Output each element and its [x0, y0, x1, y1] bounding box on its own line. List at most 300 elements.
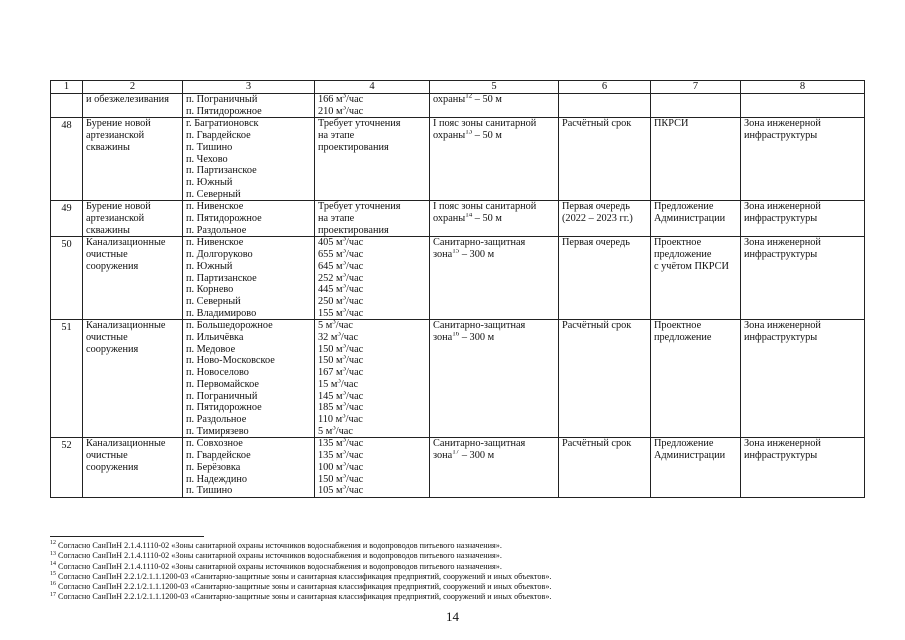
capacity-line-text: 167 м — [318, 367, 343, 379]
capacity-line-text: 105 м — [318, 485, 343, 497]
location-line: п. Гвардейское — [186, 450, 251, 462]
capacity-line — [318, 308, 426, 320]
zone-line-superscript: 14 — [465, 213, 473, 219]
location-line: п. Долгоруково — [186, 249, 253, 261]
capacity-line-text: 655 м — [318, 249, 343, 261]
capacity-line-text: проектирования — [318, 224, 389, 236]
term-line: Первая очередь — [562, 237, 630, 249]
capacity-line-text: 185 м — [318, 402, 343, 414]
capacity-line — [318, 379, 426, 391]
capacity-line-superscript: 3 — [342, 402, 347, 408]
table-body — [51, 94, 865, 498]
capacity-line-suffix: /час — [346, 343, 364, 355]
capacity-line-superscript: 3 — [342, 295, 347, 302]
capacity-line — [318, 142, 426, 154]
capacity-line — [318, 296, 426, 308]
zone-line-suffix: – 50 м — [472, 130, 502, 142]
implementation-term-cell — [559, 201, 651, 237]
location-line: п. Партизанское — [186, 272, 257, 284]
location-line: п. Нивенское — [186, 201, 244, 213]
location-line: п. Нивенское — [186, 237, 244, 249]
location-line: п. Чехово — [186, 153, 228, 165]
zone-line-suffix: – 300 м — [459, 450, 495, 462]
location-line: п. Корнево — [186, 284, 234, 296]
table-row — [51, 94, 865, 118]
object-name-cell — [83, 201, 183, 237]
object-name-line: очистные — [86, 249, 128, 261]
zone-line — [433, 438, 555, 450]
footnote-text: Согласно СанПиН 2.2.1/2.1.1.1200-03 «Санитарно-защитные зоны и санитарная классификация предприятий, сооружений и иных объектов». — [58, 571, 552, 581]
zone-line — [433, 450, 555, 462]
object-name-line: очистные — [86, 332, 128, 344]
capacity-line-superscript: 3 — [342, 260, 347, 267]
object-name-cell — [83, 94, 183, 118]
table-row — [51, 118, 865, 201]
row-number: 52 — [61, 440, 72, 452]
capacity-line — [318, 320, 426, 332]
capacity-line-text: 5 м — [318, 320, 333, 332]
capacity-line-text: проектирования — [318, 141, 389, 153]
capacity-line-text: 645 м — [318, 260, 343, 272]
capacity-line-superscript: 3 — [342, 450, 347, 456]
zone-line — [433, 130, 555, 142]
row-number-cell — [51, 438, 83, 498]
column-header: 6 — [559, 81, 651, 94]
zone-type-line: Зона инженерной — [744, 237, 821, 249]
basis-line: Администрации — [654, 213, 726, 225]
capacity-line — [318, 118, 426, 130]
footnote — [50, 551, 870, 561]
zone-line — [433, 118, 555, 130]
footnote-mark: 16 — [50, 581, 56, 588]
zone-line-text: зона — [433, 450, 453, 462]
capacity-line — [318, 462, 426, 474]
protection-zone-cell — [430, 438, 559, 498]
page-number: 14 — [446, 609, 459, 624]
zone-line-text: охраны — [433, 130, 466, 142]
footnote-mark: 14 — [50, 560, 56, 567]
location-line: п. Южный — [186, 260, 233, 272]
zone-type-cell — [741, 320, 865, 438]
capacity-line-superscript: 3 — [342, 94, 347, 100]
facilities-table — [50, 80, 865, 498]
footnote — [50, 572, 870, 582]
capacity-line-text: 135 м — [318, 438, 343, 450]
capacity-line-superscript: 3 — [342, 272, 347, 279]
object-name-cell — [83, 118, 183, 201]
object-name-line: очистные — [86, 450, 128, 462]
capacity-cell — [315, 438, 430, 498]
capacity-line-text: 15 м — [318, 378, 338, 390]
capacity-line-text: 32 м — [318, 332, 338, 344]
footnote-mark: 13 — [50, 550, 56, 557]
location-line: п. Южный — [186, 176, 233, 188]
capacity-line-text: 405 м — [318, 237, 343, 249]
capacity-line-suffix: /час — [346, 485, 364, 497]
object-name-line: Канализационные — [86, 237, 166, 249]
column-header: 5 — [430, 81, 559, 94]
location-line: п. Северный — [186, 295, 241, 307]
capacity-line-text: Требует уточнения — [318, 201, 401, 213]
row-number-cell — [51, 118, 83, 201]
capacity-line-text: 5 м — [318, 425, 333, 437]
zone-line-text: зона — [433, 332, 453, 344]
capacity-line-suffix: /час — [345, 413, 363, 425]
zone-type-cell — [741, 94, 865, 118]
capacity-line-text: 250 м — [318, 295, 343, 307]
zone-line-text: охраны — [433, 94, 466, 105]
zone-line-superscript: 13 — [465, 130, 473, 136]
object-name-line: Канализационные — [86, 320, 166, 332]
capacity-line — [318, 474, 426, 486]
location-line: п. Ново-Московское — [186, 355, 275, 367]
capacity-line — [318, 261, 426, 273]
term-line: Расчётный срок — [562, 320, 632, 332]
capacity-cell — [315, 118, 430, 201]
capacity-line-suffix: /час — [346, 272, 364, 284]
row-number-cell — [51, 94, 83, 118]
capacity-line-superscript: 3 — [337, 332, 341, 338]
zone-type-line: Зона инженерной — [744, 320, 821, 332]
protection-zone-cell — [430, 237, 559, 320]
protection-zone-cell — [430, 201, 559, 237]
capacity-line-text: 445 м — [318, 284, 343, 296]
column-header: 7 — [651, 81, 741, 94]
zone-line-superscript: 17 — [452, 450, 460, 456]
capacity-line-superscript: 3 — [332, 425, 336, 432]
footnote — [50, 541, 870, 551]
basis-line: предложение — [654, 249, 712, 261]
column-header: 1 — [51, 81, 83, 94]
capacity-line — [318, 106, 426, 118]
capacity-line — [318, 94, 426, 106]
capacity-line-text: 252 м — [318, 272, 343, 284]
basis-line: с учётом ПКРСИ — [654, 260, 729, 272]
capacity-line-superscript: 3 — [342, 461, 347, 468]
footnote-mark: 12 — [50, 540, 56, 547]
capacity-line-suffix: /час — [340, 332, 359, 344]
footnote — [50, 562, 870, 572]
implementation-term-cell — [559, 438, 651, 498]
row-number-cell — [51, 201, 83, 237]
object-name-line: Бурение новой — [86, 118, 151, 130]
basis-line: Предложение — [654, 201, 714, 213]
location-cell — [183, 201, 315, 237]
location-line: п. Ильичёвка — [186, 332, 244, 344]
zone-type-cell — [741, 237, 865, 320]
capacity-line-suffix: /час — [346, 295, 364, 307]
capacity-line-suffix: /час — [346, 390, 364, 402]
object-name-line: скважины — [86, 141, 130, 153]
zone-line-suffix: – 50 м — [472, 94, 502, 105]
location-line: п. Тимирязево — [186, 425, 249, 437]
zone-line-text: Санитарно-защитная — [433, 320, 526, 332]
capacity-line-superscript: 3 — [342, 413, 346, 420]
zone-line-text: Санитарно-защитная — [433, 237, 526, 249]
location-line: п. Надеждино — [186, 473, 247, 485]
zone-line-suffix: – 300 м — [459, 332, 495, 344]
capacity-line-superscript: 3 — [337, 378, 341, 385]
zone-line-text: охраны — [433, 213, 466, 225]
capacity-line-text: Требует уточнения — [318, 118, 401, 130]
location-line: п. Владимирово — [186, 307, 257, 319]
capacity-line — [318, 485, 426, 497]
location-line: п. Медовое — [186, 343, 236, 355]
table-row — [51, 237, 865, 320]
location-line: п. Пятидорожное — [186, 213, 262, 225]
row-number-cell — [51, 320, 83, 438]
capacity-line-text: на этапе — [318, 213, 355, 225]
capacity-line-text: 135 м — [318, 450, 343, 462]
location-line: п. Пограничный — [186, 94, 258, 105]
row-number: 49 — [61, 203, 72, 215]
zone-line — [433, 249, 555, 261]
capacity-line-text: на этапе — [318, 130, 355, 142]
capacity-line-suffix: /час — [346, 94, 364, 105]
capacity-line-text: 210 м — [318, 105, 343, 117]
capacity-line — [318, 391, 426, 403]
capacity-line — [318, 332, 426, 344]
capacity-cell — [315, 320, 430, 438]
capacity-line — [318, 225, 426, 237]
footnote — [50, 592, 870, 602]
capacity-line — [318, 414, 426, 426]
basis-cell — [651, 201, 741, 237]
location-line: п. Пятидорожное — [186, 402, 262, 414]
capacity-line — [318, 284, 426, 296]
capacity-line-superscript: 3 — [342, 473, 347, 480]
capacity-line — [318, 213, 426, 225]
capacity-line — [318, 249, 426, 261]
protection-zone-cell — [430, 94, 559, 118]
basis-cell — [651, 94, 741, 118]
footnote — [50, 582, 870, 592]
zone-type-line: инфраструктуры — [744, 130, 818, 142]
capacity-line-text: 155 м — [318, 307, 343, 319]
capacity-cell — [315, 237, 430, 320]
zone-line — [433, 94, 555, 106]
implementation-term-cell — [559, 320, 651, 438]
row-number-cell — [51, 237, 83, 320]
footnote-text: Согласно СанПиН 2.1.4.1110-02 «Зоны санитарной охраны источников водоснабжения и водопроводов питьевого назначения». — [58, 551, 502, 561]
object-name-line: артезианской — [86, 213, 145, 225]
zone-line-superscript: 15 — [452, 249, 460, 255]
zone-line — [433, 237, 555, 249]
object-name-cell — [83, 237, 183, 320]
capacity-line-suffix: /час — [346, 249, 364, 261]
basis-cell — [651, 320, 741, 438]
zone-line-superscript: 12 — [465, 94, 473, 100]
location-line: п. Партизанское — [186, 165, 257, 177]
object-name-line: сооружения — [86, 260, 139, 272]
capacity-line-suffix: /час — [346, 307, 364, 319]
column-header: 4 — [315, 81, 430, 94]
location-line: п. Большедорожное — [186, 320, 273, 332]
zone-line-text: I пояс зоны санитарной — [433, 118, 537, 130]
location-line: п. Первомайское — [186, 378, 259, 390]
zone-type-cell — [741, 118, 865, 201]
capacity-line-suffix: /час — [346, 473, 364, 485]
capacity-line-suffix: /час — [335, 425, 353, 437]
capacity-line-superscript: 3 — [342, 237, 347, 244]
capacity-cell — [315, 94, 430, 118]
row-number: 51 — [61, 322, 72, 334]
protection-zone-cell — [430, 320, 559, 438]
capacity-line — [318, 426, 426, 438]
location-line: п. Новоселово — [186, 367, 249, 379]
column-header: 8 — [741, 81, 865, 94]
basis-line: Администрации — [654, 450, 726, 462]
footnote-divider — [50, 536, 204, 537]
capacity-line-text: 150 м — [318, 343, 343, 355]
capacity-line-suffix: /час — [346, 260, 364, 272]
capacity-line — [318, 273, 426, 285]
capacity-line-suffix: /час — [346, 461, 364, 473]
document-sheet — [50, 80, 864, 498]
capacity-line-superscript: 3 — [332, 320, 336, 326]
capacity-line-text: 100 м — [318, 461, 343, 473]
capacity-line — [318, 130, 426, 142]
zone-type-line: инфраструктуры — [744, 249, 818, 261]
table-row — [51, 320, 865, 438]
capacity-line — [318, 367, 426, 379]
term-line: (2022 – 2023 гг.) — [562, 213, 633, 225]
zone-line-text: зона — [433, 249, 453, 261]
capacity-line-superscript: 3 — [342, 249, 347, 255]
capacity-line-superscript: 3 — [342, 355, 347, 362]
capacity-line-suffix: /час — [346, 284, 364, 296]
object-name-line: сооружения — [86, 461, 139, 473]
capacity-line-suffix: /час — [346, 402, 364, 414]
footnotes — [50, 541, 870, 603]
zone-line-superscript: 16 — [452, 332, 460, 338]
location-line: п. Пограничный — [186, 390, 258, 402]
footnote-text: Согласно СанПиН 2.2.1/2.1.1.1200-03 «Санитарно-защитные зоны и санитарная классификация предприятий, сооружений и иных объектов». — [58, 582, 552, 592]
object-name-cell — [83, 438, 183, 498]
location-cell — [183, 438, 315, 498]
footnote-text: Согласно СанПиН 2.2.1/2.1.1.1200-03 «Санитарно-защитные зоны и санитарная классификация предприятий, сооружений и иных объектов». — [58, 592, 552, 602]
capacity-line-superscript: 3 — [342, 367, 347, 373]
capacity-line-superscript: 3 — [342, 485, 347, 491]
capacity-line-suffix: /час — [340, 378, 359, 390]
object-name-line: сооружения — [86, 343, 139, 355]
row-number: 50 — [61, 239, 72, 251]
object-name-line: и обезжелезивания — [86, 94, 169, 105]
capacity-line-suffix: /час — [346, 367, 364, 379]
basis-cell — [651, 438, 741, 498]
capacity-line — [318, 237, 426, 249]
zone-line-text: Санитарно-защитная — [433, 438, 526, 450]
zone-type-line: Зона инженерной — [744, 118, 821, 130]
implementation-term-cell — [559, 118, 651, 201]
footnote-text: Согласно СанПиН 2.1.4.1110-02 «Зоны санитарной охраны источников водоснабжения и водопроводов питьевого назначения». — [58, 541, 502, 550]
location-line: п. Берёзовка — [186, 461, 241, 473]
capacity-line — [318, 438, 426, 450]
zone-type-cell — [741, 438, 865, 498]
location-line: п. Северный — [186, 188, 241, 200]
implementation-term-cell — [559, 237, 651, 320]
column-header: 3 — [183, 81, 315, 94]
capacity-line-superscript: 3 — [342, 105, 347, 112]
capacity-line-text: 145 м — [318, 390, 343, 402]
basis-line: Проектное — [654, 320, 702, 332]
basis-line: Предложение — [654, 438, 714, 450]
column-header: 2 — [83, 81, 183, 94]
location-line: п. Гвардейское — [186, 130, 251, 142]
location-line: п. Совхозное — [186, 438, 243, 450]
table-header-row — [51, 81, 865, 94]
capacity-line-superscript: 3 — [342, 438, 347, 444]
footnote-text: Согласно СанПиН 2.1.4.1110-02 «Зоны санитарной охраны источников водоснабжения и водопроводов питьевого назначения». — [58, 561, 502, 571]
capacity-line-superscript: 3 — [342, 307, 347, 314]
capacity-line-suffix: /час — [346, 450, 364, 462]
table-row — [51, 201, 865, 237]
zone-type-line: инфраструктуры — [744, 213, 818, 225]
row-number: 48 — [61, 120, 72, 132]
term-line: Расчётный срок — [562, 118, 632, 130]
zone-line — [433, 320, 555, 332]
location-line: п. Тишино — [186, 141, 233, 153]
basis-line: Проектное — [654, 237, 702, 249]
capacity-line-suffix: /час — [346, 355, 364, 367]
object-name-line: Бурение новой — [86, 201, 151, 213]
term-line: Первая очередь — [562, 201, 630, 213]
capacity-line-superscript: 3 — [342, 390, 347, 397]
protection-zone-cell — [430, 118, 559, 201]
basis-cell — [651, 237, 741, 320]
capacity-line-text: 110 м — [318, 413, 343, 425]
capacity-line-text: 150 м — [318, 473, 343, 485]
capacity-line-superscript: 3 — [342, 284, 347, 290]
capacity-line — [318, 201, 426, 213]
zone-line — [433, 213, 555, 225]
basis-line: ПКРСИ — [654, 118, 689, 130]
table-row — [51, 438, 865, 498]
capacity-line-superscript: 3 — [342, 343, 347, 350]
location-cell — [183, 237, 315, 320]
object-name-cell — [83, 320, 183, 438]
capacity-line — [318, 344, 426, 356]
zone-type-line: Зона инженерной — [744, 438, 821, 450]
basis-cell — [651, 118, 741, 201]
zone-line — [433, 332, 555, 344]
capacity-line-suffix: /час — [335, 320, 353, 332]
zone-type-cell — [741, 201, 865, 237]
object-name-line: артезианской — [86, 130, 145, 142]
capacity-line — [318, 402, 426, 414]
implementation-term-cell — [559, 94, 651, 118]
location-cell — [183, 320, 315, 438]
footnote-mark: 17 — [50, 591, 56, 598]
capacity-line — [318, 450, 426, 462]
zone-line-text: I пояс зоны санитарной — [433, 201, 537, 213]
zone-line-suffix: – 50 м — [472, 213, 502, 225]
basis-line: предложение — [654, 332, 712, 344]
location-cell — [183, 94, 315, 118]
object-name-line: скважины — [86, 224, 130, 236]
footnote-mark: 15 — [50, 571, 56, 578]
capacity-cell — [315, 201, 430, 237]
zone-type-line: инфраструктуры — [744, 332, 818, 344]
capacity-line-suffix: /час — [346, 438, 364, 450]
location-line: п. Раздольное — [186, 413, 247, 425]
capacity-line — [318, 355, 426, 367]
capacity-line-text: 166 м — [318, 94, 343, 105]
location-line: п. Раздольное — [186, 224, 247, 236]
location-line: п. Тишино — [186, 485, 233, 497]
zone-type-line: инфраструктуры — [744, 450, 818, 462]
capacity-line-suffix: /час — [346, 237, 364, 249]
